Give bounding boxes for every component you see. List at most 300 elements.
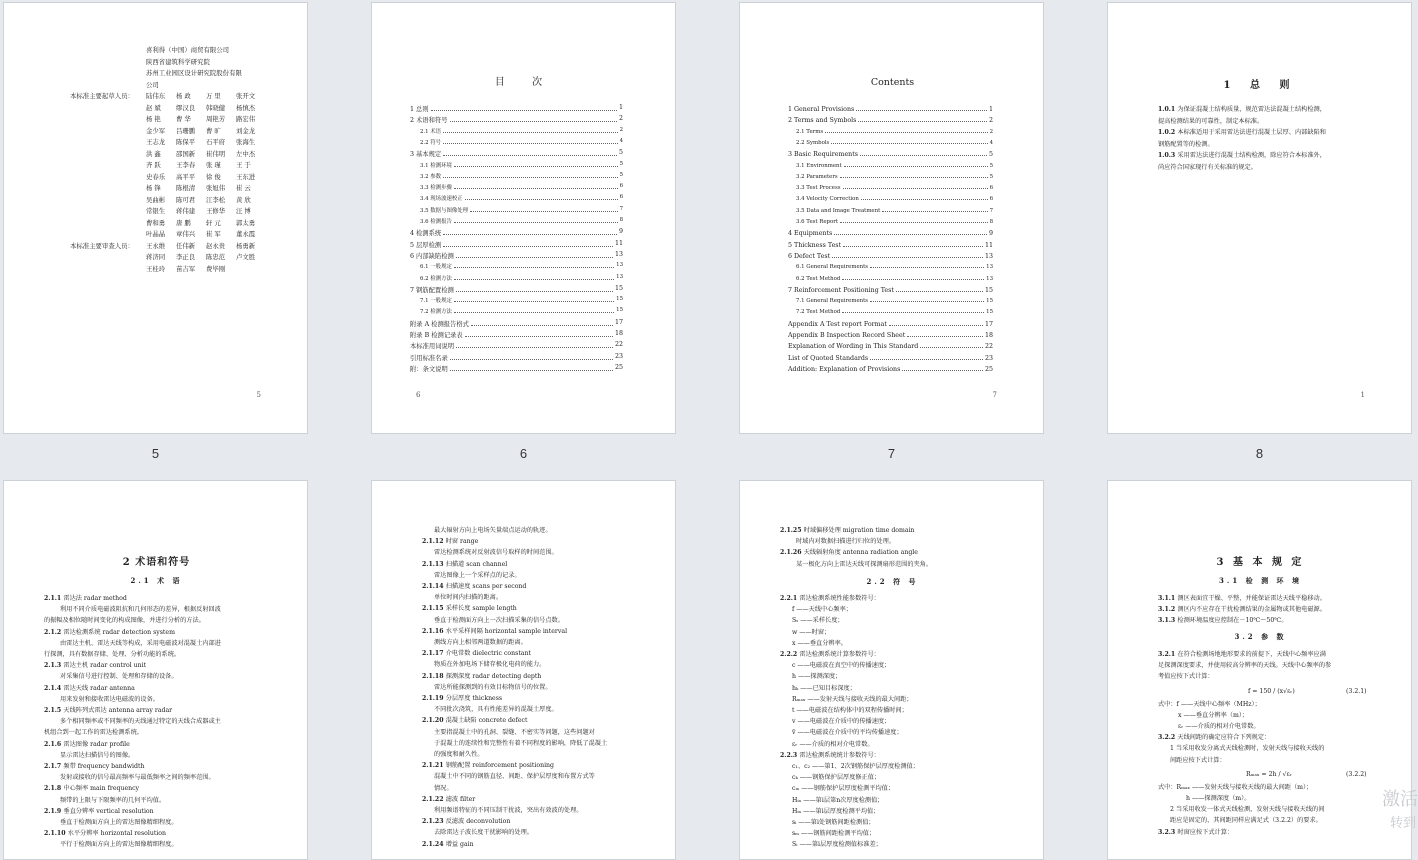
- clause-number: 2.1.25: [780, 527, 804, 534]
- toc-entry[interactable]: [788, 287, 993, 294]
- page-thumbnail[interactable]: [739, 2, 1044, 434]
- page-thumbnail[interactable]: [3, 2, 308, 434]
- clause-line: [1158, 732, 1270, 744]
- toc-entry[interactable]: [796, 140, 993, 146]
- clause-line: [422, 536, 478, 548]
- clause-number: 2.1.13: [422, 560, 446, 568]
- clause-line: [434, 547, 558, 559]
- symbol-line: [792, 795, 884, 807]
- thumbnail-label: 5: [151, 446, 160, 461]
- clause-text: sₘ ——钢筋间距检测平均值；: [792, 830, 876, 838]
- toc-entry[interactable]: [420, 262, 623, 270]
- toc-entry-page: 15: [986, 309, 993, 316]
- toc-entry-page: 15: [616, 307, 623, 314]
- clause-text: 为保证混凝土结构质量，规范雷达法混凝土结构检测，: [1177, 106, 1326, 113]
- person-name: 王修华: [206, 207, 226, 215]
- toc-entry-title: 2.1 术语: [420, 128, 442, 135]
- clause-line: [44, 761, 144, 773]
- clause-text: 钢筋配置 reinforcement positioning: [445, 762, 554, 770]
- toc-entry-title: 2 术语和符号: [410, 117, 448, 125]
- person-name: 张海生: [236, 138, 256, 146]
- thumbnail-label: 7: [887, 446, 896, 461]
- clause-number: 2.1.7: [44, 763, 64, 770]
- clause-line: [434, 749, 484, 761]
- toc-entry[interactable]: [788, 106, 993, 113]
- formula-where: 式中：f ——天线中心频率（MHz）；: [1158, 700, 1261, 708]
- toc-leader: [870, 264, 984, 268]
- toc-entry[interactable]: [788, 343, 993, 350]
- clause-line: [434, 727, 595, 739]
- toc-entry-title: Addition: Explanation of Provisions: [788, 365, 901, 373]
- toc-entry[interactable]: [788, 355, 993, 362]
- clause-number: 2.1.21: [422, 762, 446, 770]
- toc-entry[interactable]: [420, 127, 623, 135]
- person-name: 王东进: [236, 172, 256, 181]
- clause-line: [434, 659, 545, 671]
- clause-line: [44, 806, 154, 818]
- toc-title: Contents: [870, 77, 915, 88]
- thumbnail-label: 8: [1255, 446, 1264, 461]
- person-name: 王志龙: [146, 138, 166, 146]
- page-thumbnail[interactable]: [1107, 480, 1412, 860]
- person-name: 任伟新: [176, 241, 196, 250]
- toc-leader: [443, 149, 617, 156]
- clause-number: 2.1.12: [422, 538, 446, 546]
- toc-entry[interactable]: [796, 163, 993, 169]
- clause-line: [434, 805, 583, 817]
- toc-entry-page: 1: [618, 104, 623, 111]
- clause-text: 雷达主机 radar control unit: [63, 662, 147, 670]
- toc-entry-page: 23: [984, 354, 993, 362]
- person-name: 刘金龙: [236, 126, 256, 135]
- clause-number: 2.1.4: [44, 684, 64, 692]
- person-name: 曹和勇: [146, 218, 166, 227]
- toc-entry-page: 9: [618, 228, 623, 236]
- toc-entry-page: 18: [984, 332, 993, 339]
- toc-leader: [450, 115, 617, 122]
- toc-entry-page: 7: [989, 207, 993, 214]
- clause-text: 平行于检测面方向上的雷达图像精细程度。: [60, 841, 178, 849]
- toc-entry[interactable]: [410, 104, 623, 113]
- toc-entry[interactable]: [420, 217, 623, 225]
- org-line: 苏州工业园区设计研究院股份有限: [146, 69, 242, 77]
- toc-entry[interactable]: [788, 321, 993, 328]
- person-name: 王桂玲: [146, 264, 166, 273]
- toc-entry-title: 3.2 Parameters: [796, 173, 838, 180]
- toc-entry[interactable]: [788, 230, 993, 237]
- person-name: 缪汉良: [176, 103, 196, 112]
- page-thumbnail[interactable]: [3, 480, 308, 860]
- formula: f = 150 / (x√εᵣ): [1248, 687, 1295, 695]
- person-name: 周艳芳: [206, 115, 226, 123]
- clause-text: 雷达检测系统对反射波信号取样的时间范围。: [434, 549, 558, 557]
- toc-entry[interactable]: [796, 309, 993, 315]
- clause-text: 测区内不应存在干扰检测结果的金属物或其他电磁源。: [1177, 606, 1326, 614]
- toc-entry-page: 18: [614, 330, 623, 337]
- toc-entry[interactable]: [796, 208, 993, 214]
- toc-entry[interactable]: [788, 117, 993, 124]
- org-line: 公司: [146, 80, 159, 89]
- clause-text: 钢筋配置等的检测。: [1158, 140, 1214, 148]
- page-thumbnail[interactable]: [1107, 2, 1412, 434]
- toc-entry-page: 8: [619, 217, 623, 223]
- toc-leader: [450, 364, 613, 371]
- toc-entry[interactable]: [410, 330, 623, 339]
- clause-text: h ——探测深度；: [792, 673, 842, 681]
- toc-leader: [443, 127, 617, 133]
- clause-line: [780, 547, 918, 559]
- clause-text: Sₛ ——采样长度；: [792, 617, 844, 625]
- person-name: 蒋济同: [146, 253, 166, 261]
- clause-text: 中心频率 main frequency: [63, 785, 140, 793]
- page-thumbnail[interactable]: [371, 480, 676, 860]
- toc-entry[interactable]: [420, 183, 623, 191]
- clause-number: 2.2.1: [780, 595, 800, 602]
- clause-line: [1170, 804, 1324, 816]
- clause-text: 天线间距的确定应符合下列规定：: [1177, 734, 1271, 742]
- toc-entry[interactable]: [788, 332, 993, 339]
- symbol-line: [792, 683, 856, 695]
- toc-leader: [454, 217, 618, 223]
- clause-text: 多个相同频率或不同频率的天线通过特定的天线合成器或主: [60, 718, 221, 726]
- toc-entry-title: 6 内部缺陷检测: [410, 252, 454, 260]
- toc-entry-page: 23: [614, 352, 623, 360]
- clause-text: t ——电磁波在结构体中的双程传播时间；: [792, 707, 908, 714]
- toc-entry-page: 25: [984, 365, 993, 373]
- toc-entry[interactable]: [410, 115, 623, 124]
- person-name: 曹 旷: [206, 126, 221, 135]
- clause-number: 1.0.3: [1158, 152, 1178, 159]
- toc-entry[interactable]: [796, 174, 993, 180]
- clause-text: cₘ ——钢筋保护层厚度检测平均值；: [792, 785, 895, 793]
- clause-line: [60, 839, 178, 851]
- toc-entry-title: 7 Reinforcement Positioning Test: [788, 286, 894, 294]
- toc-entry[interactable]: [420, 296, 623, 304]
- clause-number: 2.1.1: [44, 595, 64, 602]
- clause-line: [422, 648, 531, 660]
- symbol-line: [792, 761, 919, 773]
- formula-where: x ——垂直分辨率（m）；: [1178, 711, 1249, 719]
- toc-entry[interactable]: [796, 129, 993, 135]
- clause-text: 用来发射和接收雷达电磁波的设备。: [60, 695, 159, 703]
- toc-entry[interactable]: [420, 138, 623, 146]
- toc-entry-page: 4: [989, 139, 993, 146]
- clause-line: [60, 750, 134, 762]
- toc-leader: [456, 251, 613, 258]
- clause-text: 雷达天线 radar antenna: [63, 684, 135, 692]
- formula-where: 式中：Rₘₐₓ ——发射天线与接收天线的最大间距（m）；: [1158, 783, 1313, 791]
- toc-leader: [431, 104, 617, 111]
- person-name: 王 于: [236, 161, 251, 169]
- clause-text: 本标准适用于采用雷达法进行混凝土层厚、内部缺陷和: [1177, 129, 1326, 136]
- toc-leader: [861, 196, 988, 200]
- toc-entry-page: 13: [986, 275, 993, 282]
- toc-entry[interactable]: [420, 307, 623, 315]
- person-name: 张 瑾: [206, 161, 221, 169]
- toc-entry[interactable]: [788, 242, 993, 249]
- clause-line: [1158, 827, 1233, 839]
- person-name: 陈根清: [176, 184, 196, 192]
- page-footer-number: 7: [992, 391, 997, 399]
- clause-text: 距应是固定的，其间距同样应满足式（3.2.2）的要求。: [1170, 817, 1322, 825]
- toc-entry-page: 6: [619, 194, 623, 201]
- person-name: 崔伟明: [206, 149, 226, 158]
- clause-text: f ——天线中心频率；: [792, 606, 852, 614]
- toc-entry-title: 3.5 数据与图像处理: [420, 207, 469, 214]
- clause-line: [60, 795, 165, 807]
- person-name: 杨慎杰: [236, 103, 256, 112]
- toc-entry[interactable]: [410, 319, 623, 328]
- toc-entry-title: 3.2 参数: [420, 173, 442, 180]
- person-name: 蒋伟建: [176, 207, 196, 215]
- clause-line: [1158, 615, 1287, 627]
- page-footer-number: 1: [1360, 391, 1365, 399]
- toc-entry[interactable]: [420, 206, 623, 214]
- person-name: 苗吉军: [176, 264, 196, 273]
- person-name: 石平府: [206, 138, 226, 146]
- toc-leader: [856, 106, 987, 111]
- clause-line: [434, 637, 527, 649]
- toc-leader: [834, 230, 987, 235]
- clause-line: [1158, 127, 1326, 139]
- clause-text: 垂直于检测面方向上一次扫描采集的信号点数。: [434, 616, 564, 624]
- clause-text: 雷达图像 radar profile: [63, 740, 130, 748]
- activate-watermark-line2: 转到: [1389, 815, 1416, 830]
- toc-entry-title: 6 Defect Test: [788, 252, 831, 260]
- clause-text: c ——电磁波在真空中的传播速度；: [792, 662, 891, 670]
- toc-entry[interactable]: [788, 366, 993, 373]
- clause-text: 于混凝土的连续性和完整性有着不同程度的影响，降低了混凝土: [434, 739, 608, 747]
- formula-where: εᵣ ——介质的相对介电常数。: [1178, 723, 1260, 730]
- clause-text: 分层厚度 thickness: [445, 695, 503, 702]
- org-line: 陕西省建筑科学研究院: [146, 57, 210, 66]
- person-name: 黄 欣: [236, 195, 251, 204]
- toc-entry-page: 4: [619, 137, 623, 144]
- clause-number: 2.1.3: [44, 662, 64, 670]
- person-name: 洪 鑫: [146, 149, 161, 158]
- clause-text: 频带 frequency bandwidth: [63, 763, 145, 770]
- toc-leader: [456, 285, 613, 292]
- toc-leader: [882, 208, 987, 212]
- clause-number: 3.2.2: [1158, 734, 1178, 742]
- clause-text: 反滤波 deconvolution: [445, 818, 511, 826]
- clause-line: [1158, 104, 1326, 116]
- toc-entry-title: 3.4 现场波速校正: [420, 196, 463, 203]
- toc-entry[interactable]: [410, 149, 623, 158]
- clause-number: 2.1.16: [422, 627, 446, 635]
- chapter-title: 1 总 则: [1223, 80, 1298, 91]
- clause-text: 2 当采用收发一体式天线检测，发射天线与接收天线的间: [1170, 806, 1325, 814]
- toc-entry-page: 15: [614, 284, 623, 292]
- clause-text: 混凝土中不同的钢筋直径、间距、保护层厚度和布置方式等: [434, 773, 595, 781]
- person-name: 轩 元: [206, 218, 221, 227]
- toc-leader: [471, 319, 613, 326]
- clause-line: [1158, 660, 1331, 672]
- page-thumbnail[interactable]: [371, 2, 676, 434]
- clause-line: [422, 671, 541, 683]
- toc-entry-page: 6: [989, 185, 993, 192]
- toc-entry-title: 3.5 Data and Image Treatment: [796, 207, 881, 214]
- symbol-line: [792, 817, 875, 829]
- person-name: 常银生: [146, 207, 166, 215]
- clause-number: 3.1.3: [1158, 617, 1178, 625]
- toc-entry-page: 2: [988, 117, 993, 125]
- toc-entry-title: 2.1 Terms: [796, 128, 824, 135]
- clause-text: 足探测深度要求，并使用较高分辨率的天线。天线中心频率的参: [1158, 662, 1332, 670]
- clause-line: [1158, 116, 1263, 128]
- clause-number: 2.1.9: [44, 807, 64, 815]
- toc-leader: [844, 163, 988, 167]
- org-line: 喜利得（中国）商贸有限公司: [146, 46, 230, 54]
- toc-entry[interactable]: [410, 364, 623, 373]
- toc-entry-page: 8: [989, 219, 993, 225]
- clause-text: 物质在外加电场下储存极化电荷的能力。: [434, 661, 546, 669]
- toc-entry[interactable]: [420, 161, 623, 169]
- toc-entry-title: 6.1 一般规定: [420, 264, 452, 271]
- clause-text: 滤波 filter: [445, 795, 476, 803]
- toc-entry-title: 本标准用词说明: [410, 343, 455, 351]
- symbol-line: [792, 615, 844, 627]
- clause-text: 时窗 range: [445, 538, 479, 546]
- clause-number: 2.1.20: [422, 717, 446, 725]
- toc-entry-page: 13: [984, 252, 993, 260]
- symbol-line: [792, 828, 875, 840]
- toc-entry-title: 附录 A 检测报告格式: [410, 320, 469, 328]
- clause-text: 间距应按下式计算：: [1170, 756, 1226, 764]
- toc-entry-title: 2.2 符号: [420, 139, 442, 146]
- clause-number: 2.1.19: [422, 695, 446, 702]
- clause-text: c₁、c₂ ——第1、2次钢筋保护层厚度检测值；: [792, 763, 919, 770]
- toc-leader: [454, 274, 614, 280]
- toc-entry-page: 13: [614, 250, 623, 258]
- clause-text: 水平采样间隔 horizontal sample interval: [445, 627, 568, 635]
- clause-text: 水平分辨率 horizontal resolution: [67, 830, 166, 838]
- clause-text: 发射或接收的信号最高频率与最低频率之间的频率范围。: [60, 774, 215, 782]
- chapter-title: 2 术语和符号: [122, 557, 191, 568]
- person-name: 赵 斌: [146, 103, 161, 112]
- clause-text: v̄ ——电磁波在介质中的平均传播速度；: [792, 729, 903, 737]
- toc-leader: [454, 183, 618, 189]
- person-name: 吴曲彬: [146, 195, 166, 204]
- toc-entry[interactable]: [796, 196, 993, 202]
- toc-entry[interactable]: [796, 264, 993, 270]
- toc-entry[interactable]: [410, 353, 623, 362]
- clause-line: [1170, 743, 1324, 755]
- toc-entry-title: Appendix A Test report Format: [788, 320, 887, 328]
- toc-entry-page: 5: [619, 160, 623, 167]
- clause-line: [434, 615, 564, 627]
- toc-leader: [858, 117, 987, 122]
- toc-entry[interactable]: [420, 274, 623, 282]
- clause-line: [60, 694, 159, 706]
- toc-leader: [843, 242, 983, 247]
- toc-entry[interactable]: [410, 285, 623, 294]
- toc-entry[interactable]: [788, 151, 993, 158]
- drafters-label: 本标准主要起草人员：: [70, 92, 134, 100]
- clause-text: 混凝土缺陷 concrete defect: [445, 717, 528, 725]
- toc-entry[interactable]: [420, 172, 623, 180]
- toc-entry[interactable]: [410, 228, 623, 237]
- person-name: 崔 云: [236, 184, 251, 192]
- clause-text: 天线辐射角度 antenna radiation angle: [803, 549, 918, 557]
- toc-entry-title: 3.3 检测步骤: [420, 185, 452, 192]
- toc-leader: [870, 355, 983, 360]
- toc-entry-title: 2.2 Symbols: [796, 139, 830, 146]
- clause-text: 由雷达主机、雷达天线等构成，采用电磁波对混凝土内部进: [60, 639, 221, 647]
- toc-entry[interactable]: [796, 276, 993, 282]
- page-thumbnail[interactable]: [739, 480, 1044, 860]
- symbol-line: [792, 839, 882, 851]
- toc-entry-page: 15: [616, 296, 623, 303]
- toc-leader: [831, 140, 987, 144]
- toc-leader: [842, 309, 984, 313]
- person-name: 王李春: [176, 161, 196, 169]
- toc-entry[interactable]: [410, 341, 623, 350]
- toc-entry-title: 5 Thickness Test: [788, 241, 842, 249]
- clause-text: 扫描道 scan channel: [445, 560, 508, 568]
- section-title: 2.2 符 号: [866, 577, 919, 586]
- toc-entry[interactable]: [788, 253, 993, 260]
- person-name: 高平平: [176, 172, 196, 181]
- clause-number: 2.2.2: [780, 651, 800, 658]
- toc-entry-title: Appendix B Inspection Record Sheet: [788, 332, 906, 339]
- person-name: 金少军: [146, 126, 166, 135]
- toc-title: 目 次: [494, 77, 555, 88]
- toc-leader: [825, 129, 987, 133]
- person-name: 曹 华: [176, 115, 191, 123]
- clause-line: [44, 828, 166, 840]
- toc-leader: [842, 276, 984, 280]
- clause-line: [60, 604, 221, 616]
- person-name: 吕珊鹏: [176, 126, 196, 135]
- toc-entry[interactable]: [410, 251, 623, 260]
- clause-line: [434, 682, 552, 694]
- toc-leader: [470, 206, 618, 212]
- person-name: 陈忠范: [206, 253, 226, 261]
- clause-line: [434, 592, 502, 604]
- clause-text: v ——电磁波在介质中的传播速度；: [792, 718, 891, 726]
- toc-entry-page: 13: [616, 273, 623, 280]
- formula-where: h ——探测深度（m）。: [1186, 795, 1251, 802]
- toc-entry-title: 7.2 Test Method: [796, 309, 841, 316]
- clause-text: 时窗应按下式计算：: [1177, 828, 1234, 836]
- clause-text: 雷达检测系统性能参数符号：: [799, 595, 880, 602]
- person-name: 陈可君: [176, 195, 196, 204]
- toc-entry-title: 3.6 检测报告: [420, 219, 452, 225]
- toc-leader: [454, 161, 618, 167]
- symbol-line: [792, 739, 874, 751]
- symbol-line: [792, 604, 852, 616]
- toc-entry-title: 3.3 Test Process: [796, 185, 841, 192]
- toc-entry-page: 5: [988, 151, 993, 159]
- section-title: 3.2 参 数: [1234, 632, 1287, 641]
- clause-text: Hₘ ——第i层厚度检测平均值；: [792, 807, 880, 815]
- toc-entry[interactable]: [420, 194, 623, 202]
- toc-leader: [454, 262, 614, 268]
- clause-text: 利用不同介质电磁波阻抗和几何形态的差异，根据反射回波: [60, 606, 221, 614]
- clause-text: cₖ ——钢筋保护层厚度修正值；: [792, 774, 881, 782]
- toc-entry[interactable]: [796, 219, 993, 225]
- toc-leader: [840, 219, 988, 223]
- toc-leader: [896, 287, 983, 292]
- toc-entry[interactable]: [410, 240, 623, 249]
- toc-entry-page: 13: [986, 264, 993, 271]
- toc-entry[interactable]: [796, 298, 993, 304]
- toc-entry-page: 11: [984, 241, 993, 249]
- toc-leader: [443, 228, 617, 235]
- clause-line: [1158, 150, 1326, 162]
- toc-entry[interactable]: [796, 185, 993, 191]
